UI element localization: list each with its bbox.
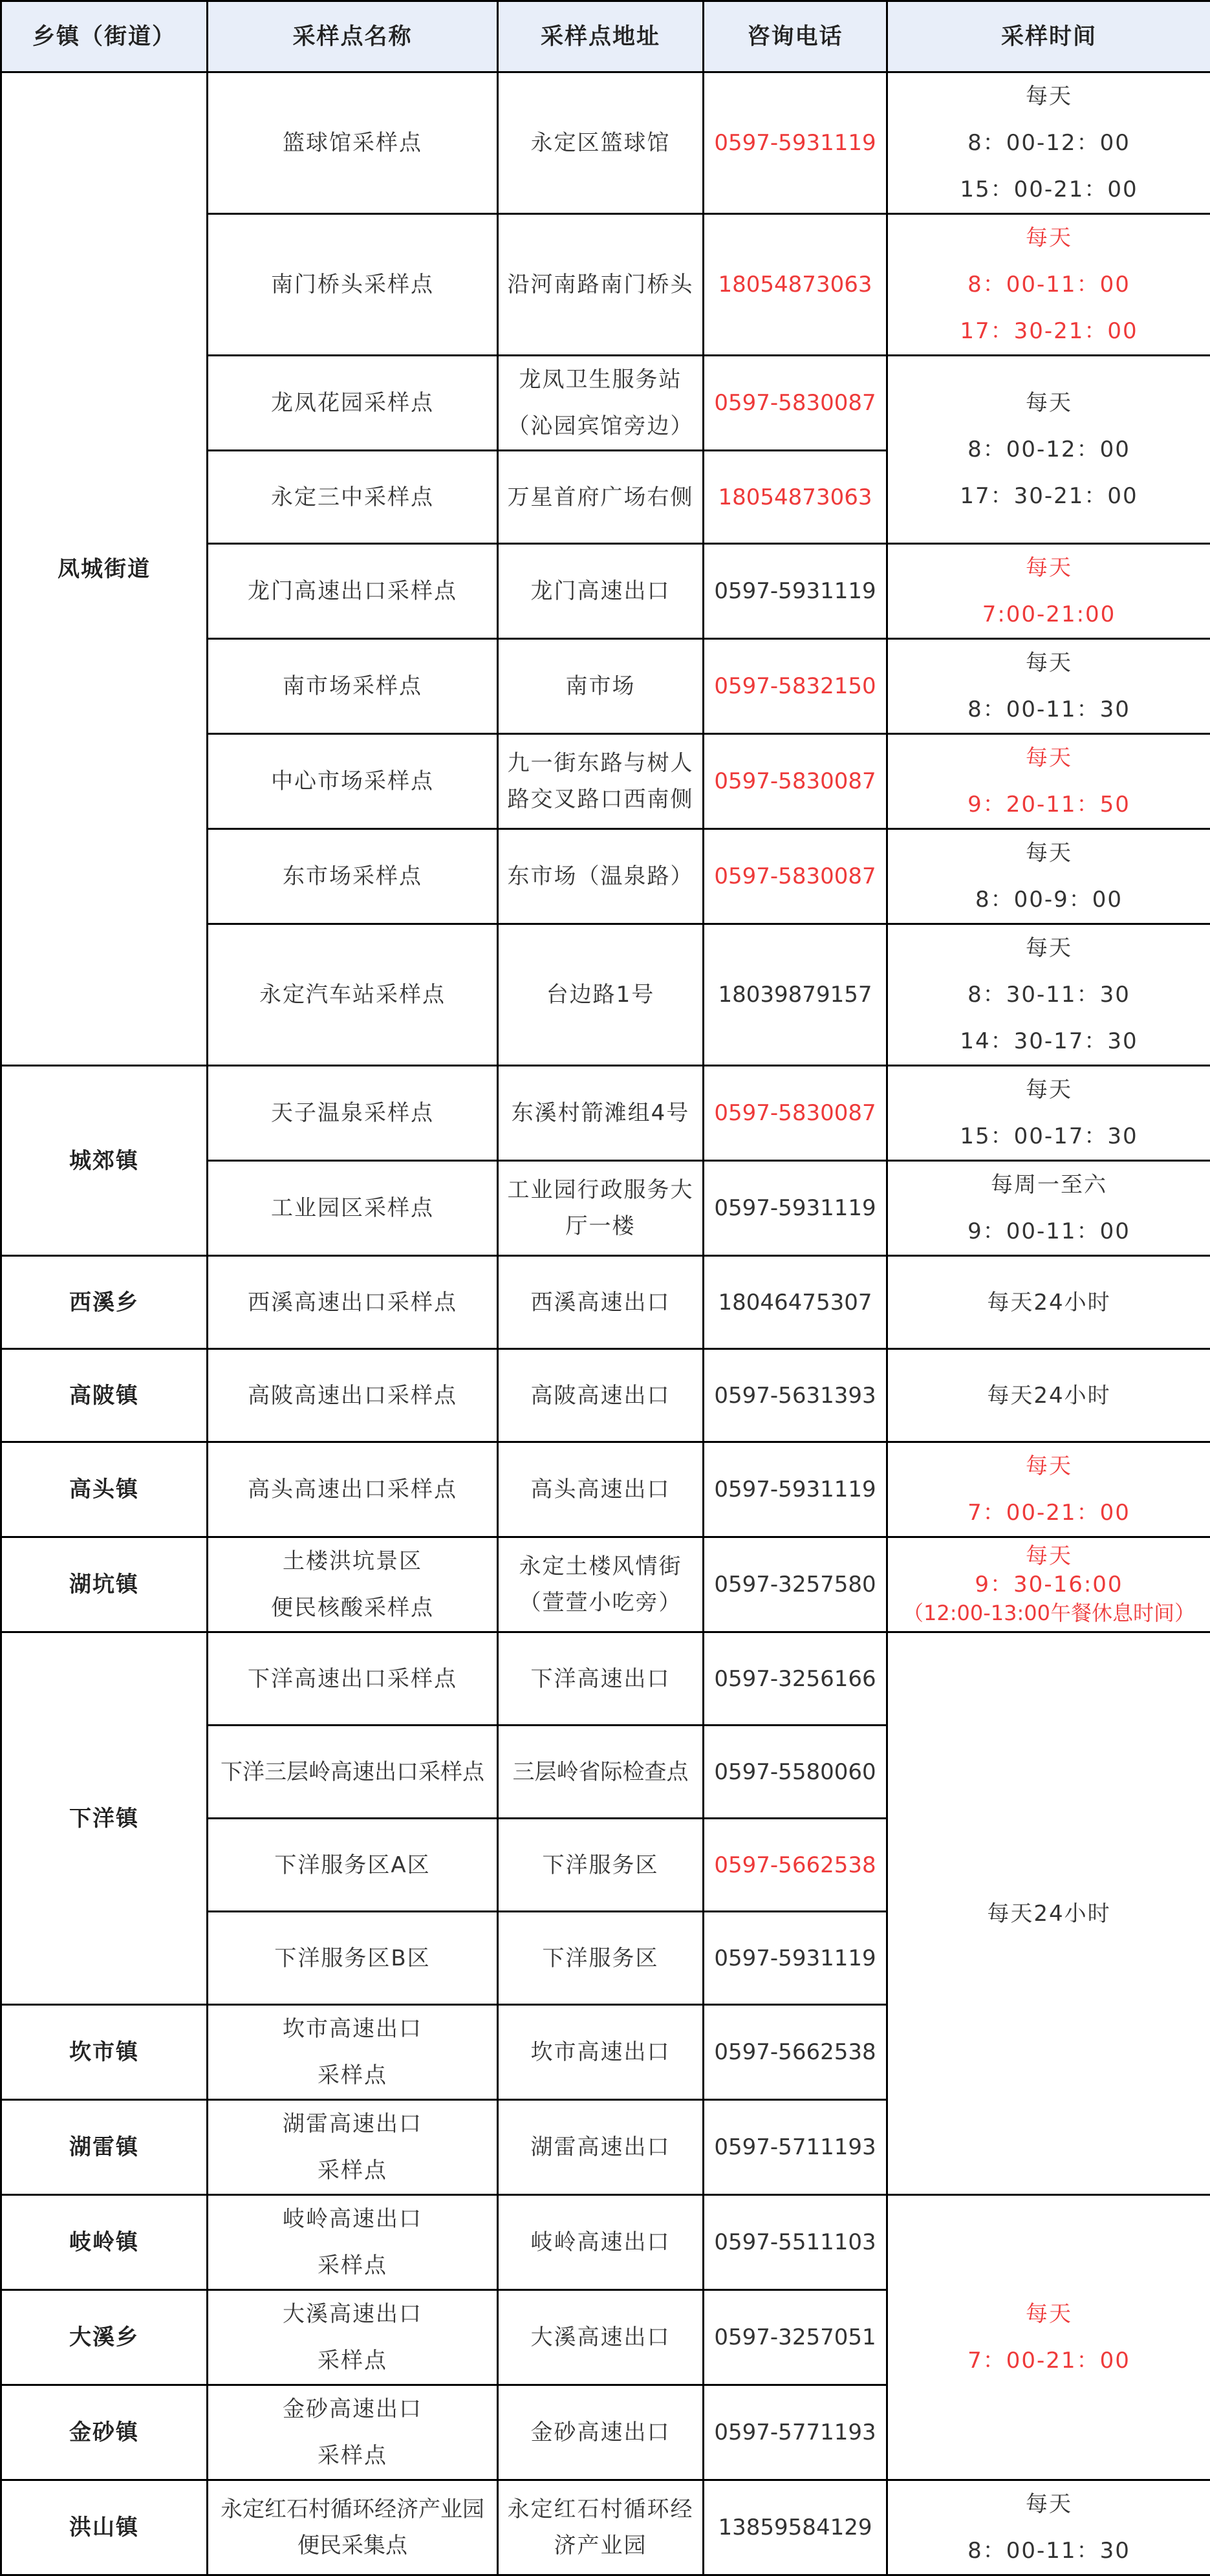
time-line: 8：00-12：00 bbox=[892, 120, 1206, 166]
phone-cell: 0597-3256166 bbox=[704, 1632, 887, 1726]
time-line: 8：00-11：30 bbox=[892, 686, 1206, 733]
site-name-cell: 永定三中采样点 bbox=[208, 451, 498, 544]
site-name-cell bbox=[208, 2005, 498, 2100]
time-cell bbox=[887, 829, 1210, 924]
time-line: 每天 bbox=[892, 735, 1206, 781]
phone-cell: 0597-5931119 bbox=[704, 544, 887, 639]
phone-cell: 0597-5830087 bbox=[704, 1066, 887, 1161]
site-name-cell bbox=[208, 2100, 498, 2195]
header-site-address: 采样点地址 bbox=[498, 1, 704, 72]
time-line: 17：30-21：00 bbox=[892, 308, 1206, 354]
time-cell bbox=[887, 214, 1210, 356]
site-name-cell: 篮球馆采样点 bbox=[208, 72, 498, 214]
site-name-cell: 高陂高速出口采样点 bbox=[208, 1349, 498, 1442]
phone-cell: 0597-5662538 bbox=[704, 2005, 887, 2100]
time-cell bbox=[887, 1066, 1210, 1161]
time-line: 15：00-21：00 bbox=[892, 166, 1206, 213]
site-name-line: 采样点 bbox=[212, 2242, 493, 2289]
site-address-cell bbox=[498, 2480, 704, 2575]
time-cell bbox=[887, 1442, 1210, 1537]
town-cell: 西溪乡 bbox=[1, 1256, 208, 1349]
site-address-cell: 西溪高速出口 bbox=[498, 1256, 704, 1349]
header-town: 乡镇（街道） bbox=[1, 1, 208, 72]
time-cell bbox=[887, 544, 1210, 639]
address-line: 工业园行政服务大 bbox=[502, 1172, 698, 1208]
time-cell-merged bbox=[889, 2196, 1210, 2479]
time-line: 8：00-11：00 bbox=[892, 261, 1206, 308]
address-line: 九一街东路与树人 bbox=[502, 745, 698, 781]
address-line: 永定土楼风情街 bbox=[502, 1548, 698, 1585]
site-name-line: 采样点 bbox=[212, 2052, 493, 2099]
time-line: 每天 bbox=[1026, 2291, 1072, 2337]
time-line: 7:00-21:00 bbox=[892, 591, 1206, 638]
time-line: 17：30-21：00 bbox=[892, 473, 1206, 519]
phone-cell: 0597-5931119 bbox=[704, 1442, 887, 1537]
site-name-cell bbox=[208, 2195, 498, 2290]
site-name-cell bbox=[208, 2385, 498, 2480]
site-name-line: 坎市高速出口 bbox=[212, 2006, 493, 2052]
site-name-cell: 下洋高速出口采样点 bbox=[208, 1632, 498, 1726]
time-cell: 每天24小时 bbox=[887, 1256, 1210, 1349]
time-cell bbox=[887, 1161, 1210, 1256]
phone-cell: 0597-5631393 bbox=[704, 1349, 887, 1442]
time-line: 每天 bbox=[892, 830, 1206, 876]
table-row bbox=[1, 1349, 1210, 1442]
town-cell: 城郊镇 bbox=[1, 1066, 208, 1256]
phone-cell: 0597-3257051 bbox=[704, 2290, 887, 2385]
time-note: （12:00-13:00午餐休息时间） bbox=[892, 1599, 1206, 1627]
town-cell: 高陂镇 bbox=[1, 1349, 208, 1442]
time-cell: 每天24小时 bbox=[887, 1349, 1210, 1442]
address-line: 龙凤卫生服务站 bbox=[502, 356, 698, 403]
site-name-line: 采样点 bbox=[212, 2337, 493, 2384]
header-site-name: 采样点名称 bbox=[208, 1, 498, 72]
address-line: （萱萱小吃旁） bbox=[502, 1585, 698, 1621]
phone-cell: 13859584129 bbox=[704, 2480, 887, 2575]
site-name-line: 金砂高速出口 bbox=[212, 2386, 493, 2432]
site-address-cell: 东市场（温泉路） bbox=[498, 829, 704, 924]
time-line: 15：00-17：30 bbox=[892, 1113, 1206, 1160]
site-name-cell: 龙凤花园采样点 bbox=[208, 356, 498, 451]
site-name-cell: 下洋三层岭高速出口采样点 bbox=[208, 1726, 498, 1819]
site-name-cell: 龙门高速出口采样点 bbox=[208, 544, 498, 639]
table-row bbox=[1, 1066, 1210, 1161]
town-cell: 岐岭镇 bbox=[1, 2195, 208, 2290]
phone-cell: 18046475307 bbox=[704, 1256, 887, 1349]
phone-cell: 0597-5931119 bbox=[704, 72, 887, 214]
table-row bbox=[1, 2480, 1210, 2575]
time-cell bbox=[887, 734, 1210, 829]
site-address-cell: 岐岭高速出口 bbox=[498, 2195, 704, 2290]
site-name-cell bbox=[208, 2480, 498, 2575]
time-line: 每天 bbox=[892, 2481, 1206, 2527]
site-name-cell: 永定汽车站采样点 bbox=[208, 924, 498, 1066]
address-line: （沁园宾馆旁边） bbox=[502, 403, 698, 449]
site-name-line: 采样点 bbox=[212, 2432, 493, 2479]
site-address-cell: 三层岭省际检查点 bbox=[498, 1726, 704, 1819]
time-line: 每周一至六 bbox=[892, 1162, 1206, 1208]
site-address-cell: 万星首府广场右侧 bbox=[498, 451, 704, 544]
time-line: 8：00-9：00 bbox=[892, 876, 1206, 923]
site-name-cell bbox=[208, 2290, 498, 2385]
time-cell bbox=[887, 72, 1210, 214]
table-row bbox=[1, 1537, 1210, 1632]
site-address-cell: 台边路1号 bbox=[498, 924, 704, 1066]
phone-cell: 18054873063 bbox=[704, 451, 887, 544]
site-address-cell: 下洋高速出口 bbox=[498, 1632, 704, 1726]
phone-cell: 0597-5662538 bbox=[704, 1819, 887, 1912]
site-address-cell: 下洋服务区 bbox=[498, 1912, 704, 2005]
table-row bbox=[1, 1442, 1210, 1537]
time-line: 每天 bbox=[892, 1443, 1206, 1489]
header-time: 采样时间 bbox=[887, 1, 1210, 72]
time-line: 每天 bbox=[892, 1542, 1206, 1570]
site-name-line: 土楼洪坑景区 bbox=[212, 1538, 493, 1585]
phone-cell: 0597-5830087 bbox=[704, 734, 887, 829]
site-name-line: 湖雷高速出口 bbox=[212, 2101, 493, 2147]
site-address-cell bbox=[498, 1537, 704, 1632]
site-name-cell: 下洋服务区A区 bbox=[208, 1819, 498, 1912]
site-address-cell: 湖雷高速出口 bbox=[498, 2100, 704, 2195]
site-name-line: 永定红石村循环经济产业园 bbox=[212, 2491, 493, 2527]
site-address-cell: 高头高速出口 bbox=[498, 1442, 704, 1537]
address-line: 路交叉路口西南侧 bbox=[502, 781, 698, 817]
phone-cell: 0597-5580060 bbox=[704, 1726, 887, 1819]
time-cell bbox=[887, 639, 1210, 734]
time-line: 9：30-16:00 bbox=[892, 1570, 1206, 1599]
site-name-cell: 高头高速出口采样点 bbox=[208, 1442, 498, 1537]
time-line: 每天 bbox=[892, 925, 1206, 971]
time-line: 每天 bbox=[892, 545, 1206, 591]
town-cell: 大溪乡 bbox=[1, 2290, 208, 2385]
time-line: 8：00-11：30 bbox=[892, 2527, 1206, 2574]
phone-cell: 0597-5931119 bbox=[704, 1161, 887, 1256]
phone-cell: 0597-5830087 bbox=[704, 829, 887, 924]
phone-cell: 0597-5771193 bbox=[704, 2385, 887, 2480]
site-name-cell: 中心市场采样点 bbox=[208, 734, 498, 829]
time-cell bbox=[887, 924, 1210, 1066]
phone-cell: 0597-3257580 bbox=[704, 1537, 887, 1632]
site-address-cell bbox=[498, 356, 704, 451]
site-address-cell bbox=[498, 1161, 704, 1256]
site-name-cell: 南门桥头采样点 bbox=[208, 214, 498, 356]
time-line: 8：30-11：30 bbox=[892, 971, 1206, 1018]
town-cell: 洪山镇 bbox=[1, 2480, 208, 2575]
site-address-cell: 坎市高速出口 bbox=[498, 2005, 704, 2100]
address-line: 济产业园 bbox=[502, 2527, 698, 2564]
time-line: 7：00-21：00 bbox=[892, 1489, 1206, 1536]
site-name-line: 便民采集点 bbox=[212, 2527, 493, 2564]
phone-cell: 0597-5711193 bbox=[704, 2100, 887, 2195]
time-cell bbox=[887, 2480, 1210, 2575]
town-cell: 凤城街道 bbox=[1, 72, 208, 1066]
site-address-cell: 高陂高速出口 bbox=[498, 1349, 704, 1442]
site-name-cell bbox=[208, 1537, 498, 1632]
site-name-line: 便民核酸采样点 bbox=[212, 1585, 493, 1631]
phone-cell: 0597-5931119 bbox=[704, 1912, 887, 2005]
site-name-cell: 工业园区采样点 bbox=[208, 1161, 498, 1256]
time-line: 9：20-11：50 bbox=[892, 781, 1206, 828]
address-line: 永定红石村循环经 bbox=[502, 2491, 698, 2527]
phone-cell: 0597-5832150 bbox=[704, 639, 887, 734]
site-name-cell: 南市场采样点 bbox=[208, 639, 498, 734]
site-address-cell: 永定区篮球馆 bbox=[498, 72, 704, 214]
site-name-cell: 东市场采样点 bbox=[208, 829, 498, 924]
time-line: 9：00-11：00 bbox=[892, 1208, 1206, 1255]
site-name-cell: 天子温泉采样点 bbox=[208, 1066, 498, 1161]
table-row bbox=[1, 1256, 1210, 1349]
time-cell bbox=[887, 356, 1210, 544]
time-line: 每天 bbox=[892, 215, 1206, 261]
site-address-cell bbox=[498, 734, 704, 829]
site-name-line: 岐岭高速出口 bbox=[212, 2196, 493, 2242]
time-line: 每天 bbox=[892, 640, 1206, 686]
time-line: 14：30-17：30 bbox=[892, 1018, 1206, 1065]
site-address-cell: 沿河南路南门桥头 bbox=[498, 214, 704, 356]
phone-cell: 18039879157 bbox=[704, 924, 887, 1066]
header-row bbox=[1, 1, 1210, 72]
time-line: 8：00-12：00 bbox=[892, 426, 1206, 473]
time-cell bbox=[887, 1537, 1210, 1632]
table-row bbox=[1, 1632, 1210, 1726]
site-address-cell: 大溪高速出口 bbox=[498, 2290, 704, 2385]
header-phone: 咨询电话 bbox=[704, 1, 887, 72]
town-cell: 坎市镇 bbox=[1, 2005, 208, 2100]
phone-cell: 18054873063 bbox=[704, 214, 887, 356]
site-name-cell: 下洋服务区B区 bbox=[208, 1912, 498, 2005]
site-name-cell: 西溪高速出口采样点 bbox=[208, 1256, 498, 1349]
time-line: 每天 bbox=[892, 380, 1206, 426]
time-line: 每天 bbox=[892, 1066, 1206, 1113]
town-cell: 下洋镇 bbox=[1, 1632, 208, 2005]
time-cell: 每天24小时 bbox=[887, 1632, 1210, 2195]
site-address-cell: 东溪村箭滩组4号 bbox=[498, 1066, 704, 1161]
site-name-line: 采样点 bbox=[212, 2147, 493, 2194]
town-cell: 高头镇 bbox=[1, 1442, 208, 1537]
time-line: 每天 bbox=[892, 73, 1206, 120]
town-cell: 湖坑镇 bbox=[1, 1537, 208, 1632]
site-address-cell: 下洋服务区 bbox=[498, 1819, 704, 1912]
town-cell: 湖雷镇 bbox=[1, 2100, 208, 2195]
phone-cell: 0597-5830087 bbox=[704, 356, 887, 451]
site-address-cell: 南市场 bbox=[498, 639, 704, 734]
time-line: 7：00-21：00 bbox=[967, 2337, 1130, 2384]
site-name-line: 大溪高速出口 bbox=[212, 2291, 493, 2337]
site-address-cell: 龙门高速出口 bbox=[498, 544, 704, 639]
phone-cell: 0597-5511103 bbox=[704, 2195, 887, 2290]
table-row bbox=[1, 72, 1210, 214]
site-address-cell: 金砂高速出口 bbox=[498, 2385, 704, 2480]
town-cell: 金砂镇 bbox=[1, 2385, 208, 2480]
address-line: 厅一楼 bbox=[502, 1208, 698, 1244]
